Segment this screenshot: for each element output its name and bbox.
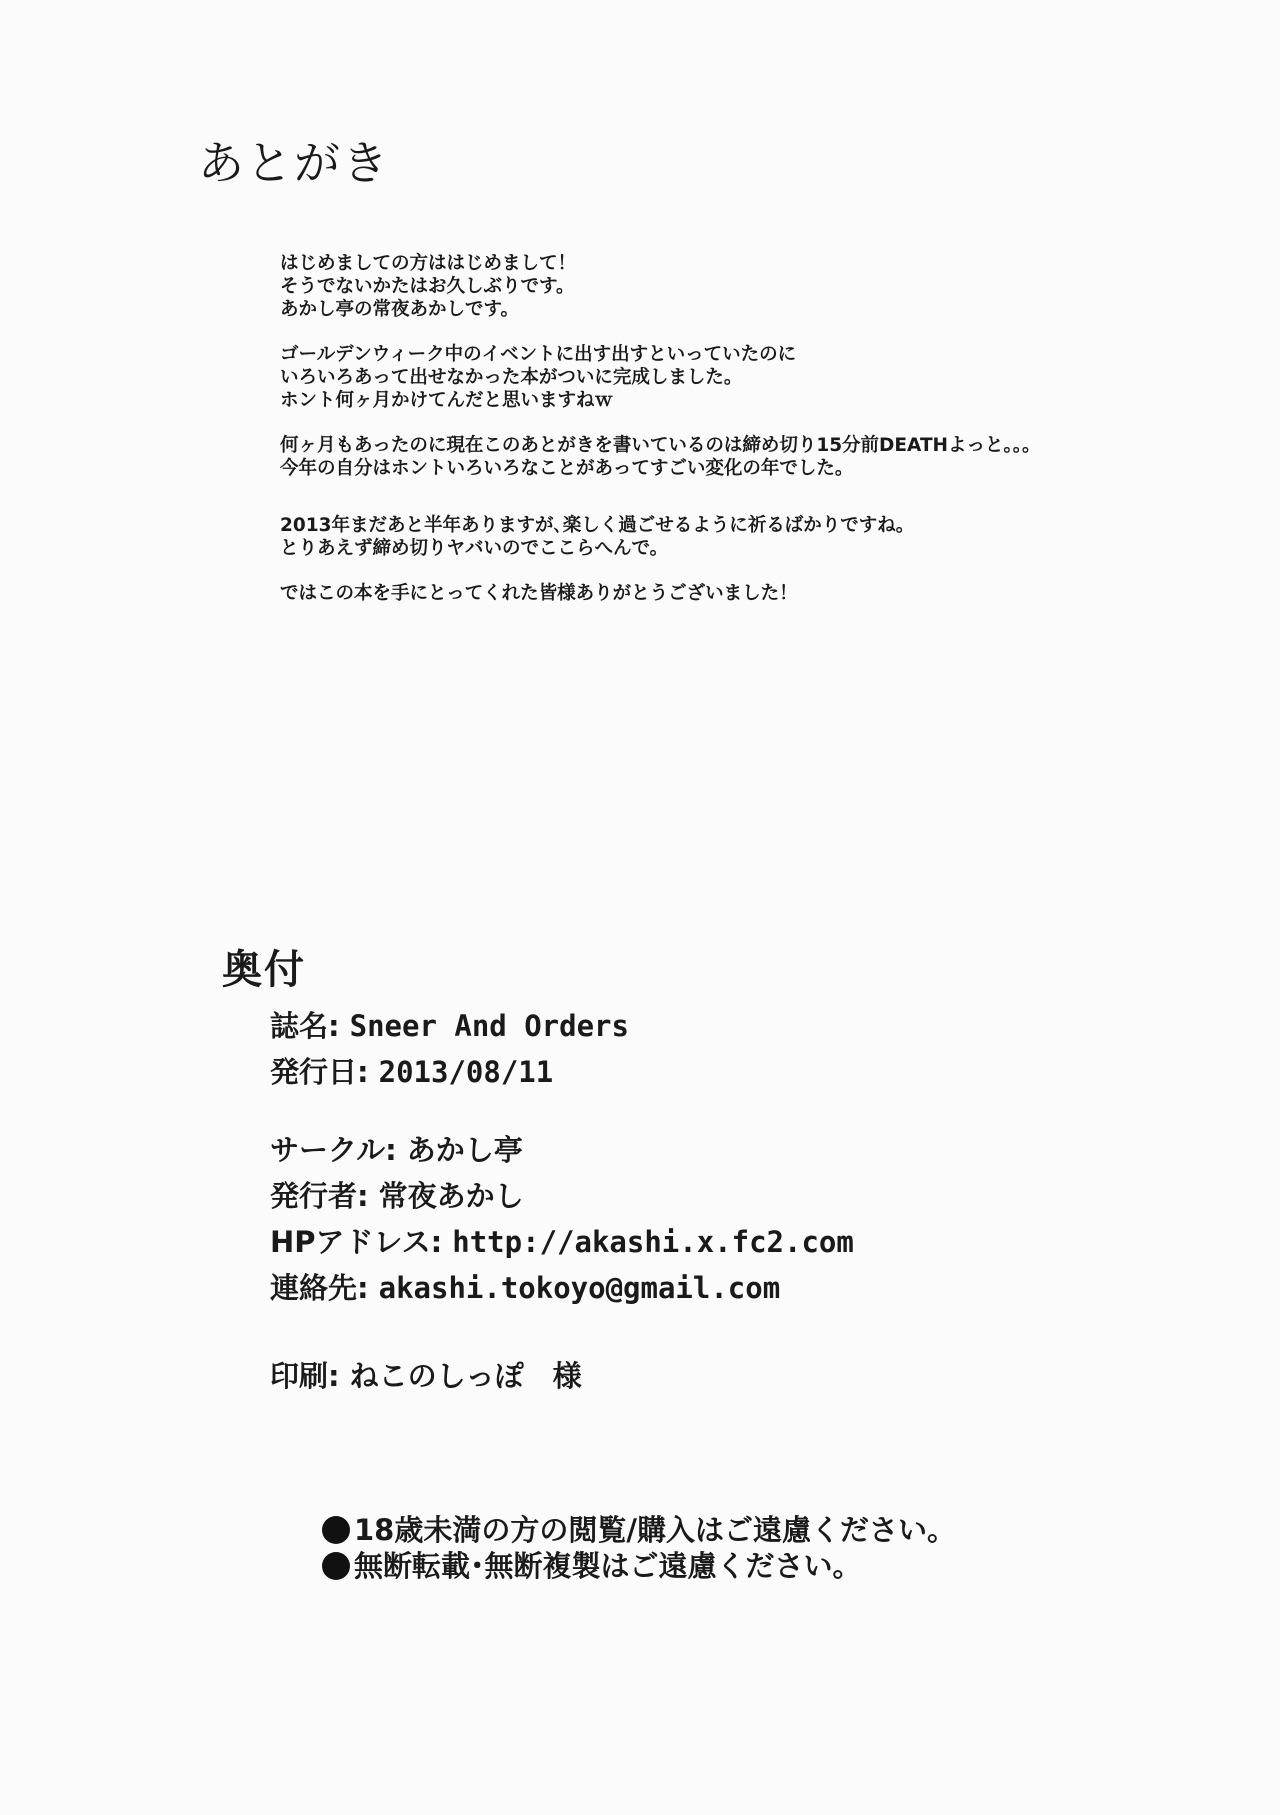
afterword-paragraph-2: [280, 343, 1240, 412]
colophon-printer-row: [270, 1358, 1170, 1394]
afterword-line: 2013年まだあと半年ありますが､楽しく過ごせるように祈るばかりですね。: [280, 515, 915, 536]
notices: [322, 1512, 1222, 1584]
afterword-line: ホント何ヶ月かけてんだと思いますねｗ: [280, 390, 614, 411]
notice-age: [322, 1512, 1222, 1548]
colophon-contact-label: 連絡先:: [270, 1271, 369, 1305]
afterword-line: あかし亭の常夜あかしです。: [280, 299, 520, 320]
colophon-title-row: [270, 1008, 1170, 1044]
afterword-paragraph-5: [280, 582, 1240, 605]
afterword-line: そうでないかたはお久しぶりです。: [280, 276, 575, 297]
afterword-line: とりあえず締め切りヤバいのでここらへんで。: [280, 538, 669, 559]
colophon-body: [270, 1008, 1170, 1394]
afterword-paragraph-1: [280, 252, 1240, 321]
colophon-heading: 奥付: [222, 947, 306, 993]
notice-age-text: 18歳未満の方の閲覧/購入はご遠慮ください。: [354, 1513, 956, 1547]
colophon-date-label: 発行日:: [270, 1055, 369, 1089]
colophon-homepage-row: [270, 1224, 1170, 1260]
afterword-line: はじめましての方ははじめまして！: [280, 253, 577, 274]
afterword-body: [280, 252, 1240, 605]
colophon-publisher-row: [270, 1178, 1170, 1214]
afterword-heading: あとがき: [198, 136, 390, 190]
colophon-printer-label: 印刷:: [270, 1359, 340, 1393]
colophon-homepage-label: HPアドレス:: [270, 1225, 443, 1259]
colophon-title-label: 誌名:: [270, 1009, 340, 1043]
colophon-circle-row: [270, 1132, 1170, 1168]
colophon-contact-row: [270, 1270, 1170, 1306]
afterword-line: 今年の自分はホントいろいろなことがあってすごい変化の年でした。: [280, 458, 854, 479]
colophon-date-row: [270, 1054, 1170, 1090]
colophon-publisher-value: 常夜あかし: [378, 1179, 524, 1213]
colophon-printer-value: ねこのしっぽ 様: [349, 1359, 582, 1393]
notice-reprint: [322, 1548, 1222, 1584]
colophon-circle-label: サークル:: [270, 1133, 397, 1167]
afterword-line: ゴールデンウィーク中のイベントに出す出すといっていたのに: [280, 344, 797, 365]
notice-reprint-text: 無断転載･無断複製はご遠慮ください。: [354, 1549, 862, 1583]
afterword-paragraph-4: [280, 514, 1240, 560]
afterword-paragraph-3: [280, 434, 1240, 480]
afterword-line: 何ヶ月もあったのに現在このあとがきを書いているのは締め切り15分前DEATHよっと。。。: [280, 435, 1041, 456]
colophon-title-value: Sneer And Orders: [349, 1009, 629, 1043]
bullet-icon: [322, 1552, 350, 1580]
colophon-homepage-value: http://akashi.x.fc2.com: [452, 1225, 854, 1259]
colophon-contact-value: akashi.tokoyo@gmail.com: [378, 1271, 781, 1305]
colophon-circle-value: あかし亭: [406, 1133, 523, 1167]
bullet-icon: [322, 1516, 350, 1544]
colophon-date-value: 2013/08/11: [378, 1055, 554, 1089]
afterword-line: いろいろあって出せなかった本がついに完成しました。: [280, 367, 743, 388]
colophon-publisher-label: 発行者:: [270, 1179, 369, 1213]
afterword-line: ではこの本を手にとってくれた皆様ありがとうございました！: [280, 583, 798, 604]
